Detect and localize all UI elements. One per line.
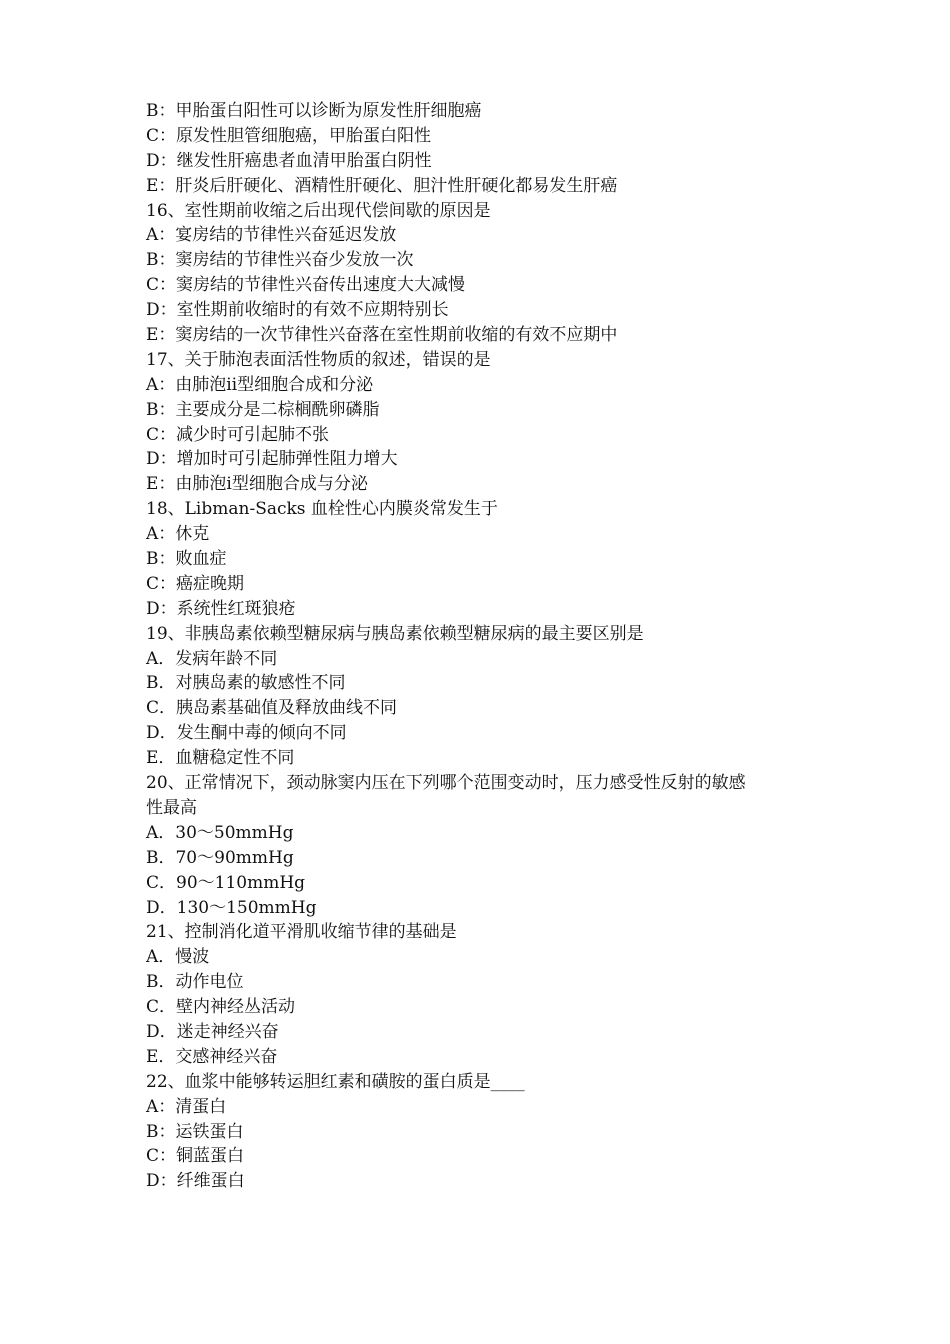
text-line: D：室性期前收缩时的有效不应期特别长 [146,300,449,321]
text-line: E．血糖稳定性不同 [146,748,295,769]
text-line: B：窦房结的节律性兴奋少发放一次 [146,250,414,271]
text-line: 22、血浆中能够转运胆红素和磺胺的蛋白质是____ [146,1071,525,1092]
text-line: 17、关于肺泡表面活性物质的叙述，错误的是 [146,349,491,370]
text-line: B：主要成分是二棕榈酰卵磷脂 [146,399,380,420]
text-line: 20、正常情况下，颈动脉窦内压在下列哪个范围变动时，压力感受性反射的敏感 [146,773,746,794]
text-line: E：由肺泡ⅰ型细胞合成与分泌 [146,474,368,495]
text-line: E：肝炎后肝硬化、酒精性肝硬化、胆汁性肝硬化都易发生肝癌 [146,175,618,196]
text-line: 18、Libman-Sacks 血栓性心内膜炎常发生于 [146,499,498,520]
document-body [146,99,826,1194]
text-line: A：宴房结的节律性兴奋延迟发放 [146,225,397,246]
text-line: C：减少时可引起肺不张 [146,424,330,445]
text-line: B．对胰岛素的敏感性不同 [146,673,346,694]
text-line: B：甲胎蛋白阳性可以诊断为原发性肝细胞癌 [146,101,482,121]
text-line: E．交感神经兴奋 [146,1046,278,1067]
text-line: D：增加时可引起肺弹性阻力增大 [146,449,398,470]
text-line: A：休克 [146,524,210,545]
text-line: C：窦房结的节律性兴奋传出速度大大减慢 [146,275,466,296]
text-line: D：继发性肝癌患者血清甲胎蛋白阴性 [146,150,432,171]
text-line: C：癌症晚期 [146,573,245,594]
text-line: D：纤维蛋白 [146,1171,245,1192]
text-line: B．动作电位 [146,972,244,993]
text-line: 21、控制消化道平滑肌收缩节律的基础是 [146,922,457,943]
text-line: 性最高 [146,797,197,818]
text-line: E：窦房结的一次节律性兴奋落在室性期前收缩的有效不应期中 [146,325,618,346]
text-line: 16、室性期前收缩之后出现代偿间歇的原因是 [146,200,491,221]
text-line: A．发病年龄不同 [146,648,278,669]
text-line: 19、非胰岛素依赖型糖尿病与胰岛素依赖型糖尿病的最主要区别是 [146,623,644,644]
text-line: C．胰岛素基础值及释放曲线不同 [146,698,398,719]
text-line: D．发生酮中毒的倾向不同 [146,723,347,744]
text-line: A．慢波 [146,947,210,968]
text-line: C．90～110mmHg [146,872,306,893]
text-line: C．壁内神经丛活动 [146,997,296,1018]
text-line: A：清蛋白 [146,1096,227,1117]
text-line: D．迷走神经兴奋 [146,1021,279,1042]
text-line: C：原发性胆管细胞癌，甲胎蛋白阳性 [146,125,432,146]
text-line: D：系统性红斑狼疮 [146,598,296,619]
text-line: B：运铁蛋白 [146,1121,244,1142]
text-line: C：铜蓝蛋白 [146,1146,245,1167]
text-line: B．70～90mmHg [146,847,294,868]
text-line: A．30～50mmHg [146,822,294,843]
text-line: D．130～150mmHg [146,897,317,918]
text-line: B：败血症 [146,549,227,570]
text-line: A：由肺泡ⅱ型细胞合成和分泌 [146,374,374,395]
